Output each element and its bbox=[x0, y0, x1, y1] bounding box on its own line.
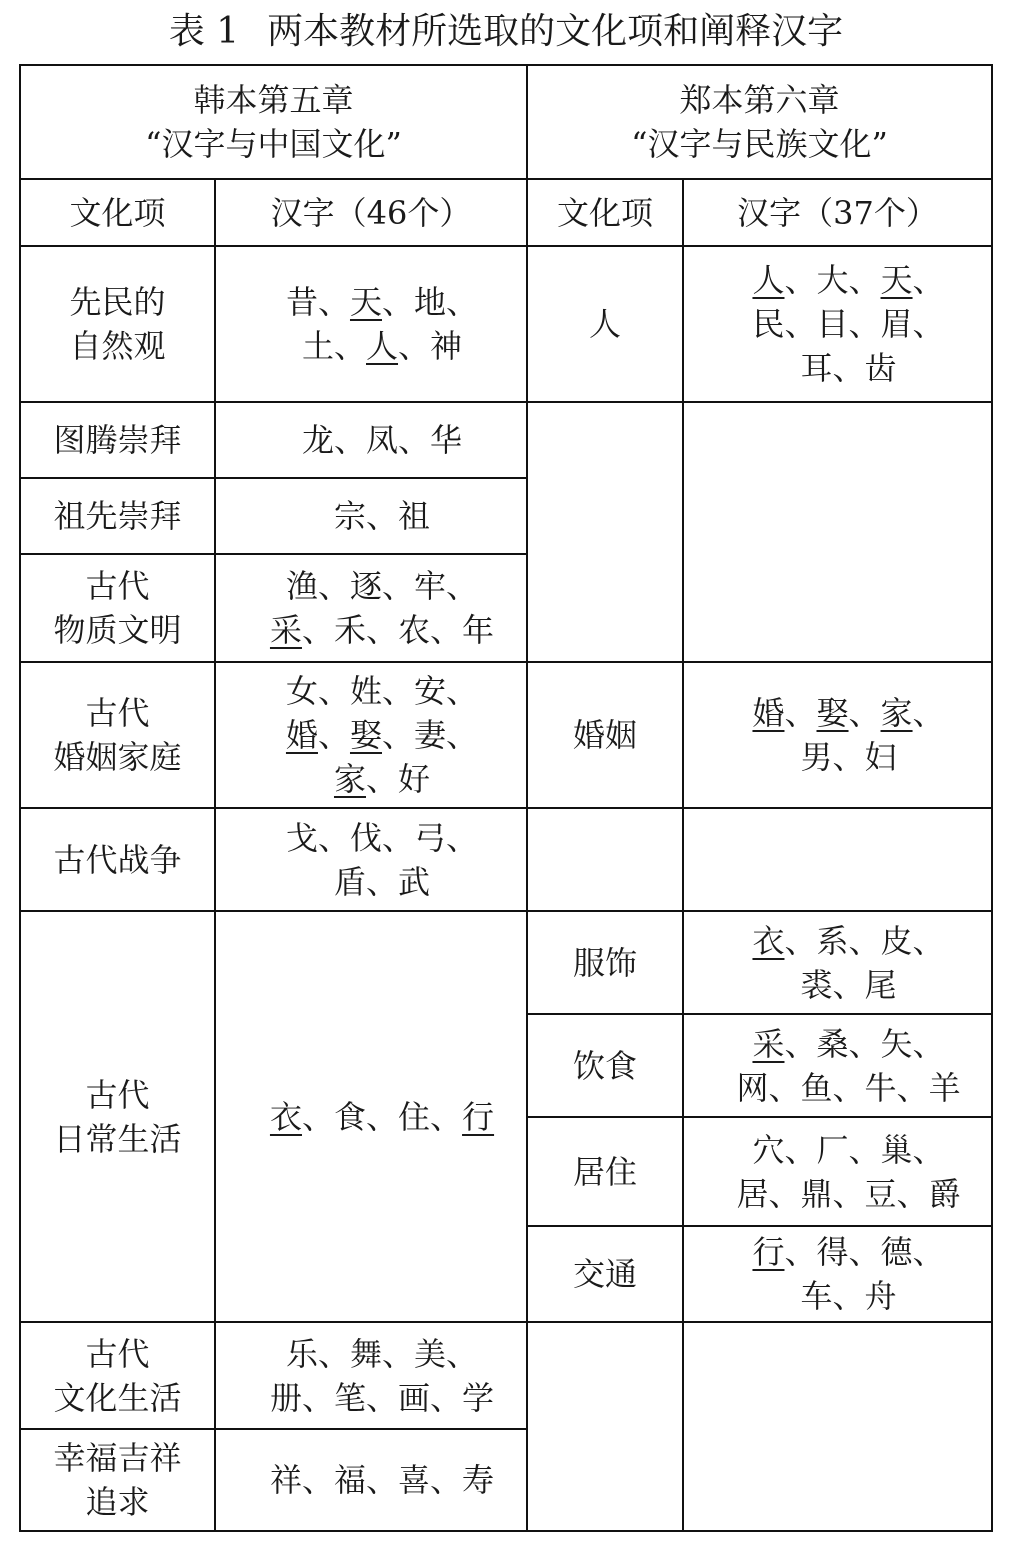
zheng-chars bbox=[683, 662, 992, 808]
han-item bbox=[20, 1429, 215, 1531]
char: 巢 bbox=[880, 1130, 913, 1169]
zheng-chars bbox=[683, 246, 992, 402]
char: 鱼 bbox=[800, 1068, 833, 1107]
underlined-char: 衣 bbox=[752, 921, 785, 960]
separator: 、 bbox=[446, 1334, 479, 1373]
han-chars bbox=[215, 1322, 527, 1429]
char-line bbox=[238, 1332, 526, 1376]
separator: 、 bbox=[382, 672, 415, 710]
underlined-char: 娶 bbox=[349, 716, 382, 754]
separator: 、 bbox=[848, 1024, 881, 1063]
underlined-char: 娶 bbox=[816, 694, 849, 732]
underlined-char: 人 bbox=[752, 261, 785, 299]
char: 牛 bbox=[864, 1068, 897, 1107]
culture-item-label: 居住 bbox=[573, 1152, 638, 1191]
separator: 、 bbox=[301, 1378, 334, 1417]
separator: 、 bbox=[430, 1461, 463, 1499]
culture-item-label: 婚姻家庭 bbox=[53, 738, 182, 776]
culture-item-label: 先民的 bbox=[69, 283, 166, 321]
separator: 、 bbox=[848, 261, 881, 299]
culture-chars-table bbox=[19, 64, 993, 1532]
char: 妻 bbox=[414, 716, 447, 754]
char: 民 bbox=[752, 305, 785, 343]
underlined-char: 采 bbox=[269, 611, 302, 649]
separator: 、 bbox=[896, 1068, 929, 1107]
culture-item-label: 人 bbox=[589, 305, 622, 343]
char: 禾 bbox=[333, 611, 366, 649]
separator: 、 bbox=[301, 611, 334, 649]
char: 食 bbox=[333, 1097, 366, 1136]
separator: 、 bbox=[912, 261, 945, 299]
char: 龙 bbox=[301, 421, 334, 459]
culture-item-label: 古代 bbox=[85, 694, 150, 732]
han-item bbox=[20, 402, 215, 478]
char-line bbox=[706, 1230, 991, 1274]
culture-item-label: 物质文明 bbox=[53, 611, 182, 649]
char: 伐 bbox=[349, 818, 382, 857]
zheng-empty-cell bbox=[527, 402, 683, 662]
separator: 、 bbox=[430, 1378, 463, 1417]
char: 神 bbox=[430, 327, 463, 365]
header-culture-item-zheng: 文化项 bbox=[527, 179, 683, 246]
underlined-char: 行 bbox=[752, 1233, 785, 1271]
char: 鼎 bbox=[800, 1174, 833, 1213]
char-line bbox=[706, 735, 991, 779]
culture-item-label: 饮食 bbox=[573, 1046, 638, 1085]
char: 渔 bbox=[285, 567, 318, 605]
separator: 、 bbox=[301, 1097, 334, 1136]
separator: 、 bbox=[366, 1378, 399, 1417]
char-line bbox=[238, 564, 526, 608]
separator: 、 bbox=[382, 716, 415, 754]
char: 年 bbox=[462, 611, 495, 649]
culture-item-label: 图腾崇拜 bbox=[53, 421, 182, 459]
separator: 、 bbox=[446, 672, 479, 710]
zheng-empty-cell bbox=[527, 1322, 683, 1531]
char: 居 bbox=[736, 1174, 769, 1213]
culture-item-label: 古代 bbox=[85, 567, 150, 605]
han-chars bbox=[215, 554, 527, 662]
separator: 、 bbox=[398, 421, 431, 459]
char: 册 bbox=[269, 1378, 302, 1417]
separator: 、 bbox=[896, 1174, 929, 1213]
separator: 、 bbox=[784, 694, 817, 732]
table-caption bbox=[0, 4, 1012, 60]
char: 喜 bbox=[398, 1461, 431, 1499]
separator: 、 bbox=[366, 862, 399, 901]
culture-item-label: 古代 bbox=[85, 1075, 150, 1114]
separator: 、 bbox=[317, 672, 350, 710]
zheng-empty-cell bbox=[683, 402, 992, 662]
char: 华 bbox=[430, 421, 463, 459]
char-line bbox=[706, 919, 991, 963]
zheng-item bbox=[527, 246, 683, 402]
char: 武 bbox=[398, 862, 431, 901]
underlined-char: 行 bbox=[462, 1097, 495, 1136]
separator: 、 bbox=[832, 965, 865, 1004]
han-item bbox=[20, 554, 215, 662]
separator: 、 bbox=[317, 283, 350, 321]
separator: 、 bbox=[784, 1130, 817, 1169]
culture-item-label: 文化生活 bbox=[53, 1378, 182, 1417]
char-line bbox=[238, 669, 526, 713]
header-han-chars: 汉字（46个） bbox=[215, 179, 527, 246]
header-culture-item-han: 文化项 bbox=[20, 179, 215, 246]
char: 土 bbox=[301, 327, 334, 365]
separator: 、 bbox=[832, 1174, 865, 1213]
han-chars bbox=[215, 662, 527, 808]
char: 地 bbox=[414, 283, 447, 321]
char: 祖 bbox=[398, 497, 431, 535]
char: 裘 bbox=[800, 965, 833, 1004]
separator: 、 bbox=[848, 921, 881, 960]
separator: 、 bbox=[912, 1233, 945, 1271]
char: 德 bbox=[880, 1233, 913, 1271]
han-item bbox=[20, 808, 215, 911]
char-line bbox=[238, 1376, 526, 1420]
char-line bbox=[706, 1066, 991, 1110]
header-zheng-book: 郑本第六章 “汉字与民族文化” bbox=[527, 65, 992, 179]
caption-title: 两本教材所选取的文化项和阐释汉字 bbox=[267, 11, 844, 52]
separator: 、 bbox=[784, 1233, 817, 1271]
char: 福 bbox=[333, 1461, 366, 1499]
separator: 、 bbox=[784, 261, 817, 299]
han-chars bbox=[215, 808, 527, 911]
header-row-columns bbox=[20, 179, 992, 246]
han-chars bbox=[215, 911, 527, 1322]
separator: 、 bbox=[446, 283, 479, 321]
char-line bbox=[238, 1458, 526, 1502]
separator: 、 bbox=[446, 818, 479, 857]
zheng-item bbox=[527, 662, 683, 808]
char-line bbox=[238, 860, 526, 904]
separator: 、 bbox=[333, 327, 366, 365]
han-item bbox=[20, 246, 215, 402]
han-chars bbox=[215, 1429, 527, 1531]
separator: 、 bbox=[366, 1461, 399, 1499]
underlined-char: 家 bbox=[880, 694, 913, 732]
han-chars bbox=[215, 478, 527, 554]
separator: 、 bbox=[832, 738, 865, 776]
header-zheng-chars: 汉字（37个） bbox=[683, 179, 992, 246]
char-line bbox=[706, 691, 991, 735]
culture-item-label: 服饰 bbox=[573, 943, 638, 982]
han-item bbox=[20, 1322, 215, 1429]
culture-item-label: 追求 bbox=[85, 1483, 150, 1521]
char-line bbox=[706, 1128, 991, 1172]
separator: 、 bbox=[317, 818, 350, 857]
separator: 、 bbox=[366, 1097, 399, 1136]
char: 农 bbox=[398, 611, 431, 649]
char: 寿 bbox=[462, 1461, 495, 1499]
underlined-char: 人 bbox=[366, 327, 399, 365]
zheng-chars bbox=[683, 911, 992, 1014]
char-line bbox=[706, 1172, 991, 1216]
culture-item-label: 祖先崇拜 bbox=[53, 497, 182, 535]
char-line bbox=[238, 713, 526, 757]
char: 网 bbox=[736, 1068, 769, 1107]
char: 姓 bbox=[349, 672, 382, 710]
char-line bbox=[238, 608, 526, 652]
header-han-book: 韩本第五章 “汉字与中国文化” bbox=[20, 65, 527, 179]
char-line bbox=[238, 324, 526, 368]
char: 弓 bbox=[414, 818, 447, 857]
separator: 、 bbox=[301, 1461, 334, 1499]
char-line bbox=[706, 302, 991, 346]
separator: 、 bbox=[784, 305, 817, 343]
char: 厂 bbox=[816, 1130, 849, 1169]
separator: 、 bbox=[366, 760, 399, 798]
zheng-item bbox=[527, 1014, 683, 1117]
underlined-char: 婚 bbox=[752, 694, 785, 732]
char: 耳 bbox=[800, 349, 833, 387]
separator: 、 bbox=[848, 1130, 881, 1169]
char: 羊 bbox=[928, 1068, 961, 1107]
zheng-item bbox=[527, 1117, 683, 1226]
char: 穴 bbox=[752, 1130, 785, 1169]
char: 好 bbox=[398, 760, 431, 798]
separator: 、 bbox=[912, 694, 945, 732]
char: 学 bbox=[462, 1378, 495, 1417]
separator: 、 bbox=[382, 567, 415, 605]
han-item bbox=[20, 478, 215, 554]
char: 大 bbox=[816, 261, 849, 299]
char: 盾 bbox=[333, 862, 366, 901]
char: 女 bbox=[285, 672, 318, 710]
separator: 、 bbox=[848, 305, 881, 343]
separator: 、 bbox=[912, 1024, 945, 1063]
separator: 、 bbox=[430, 1097, 463, 1136]
separator: 、 bbox=[784, 921, 817, 960]
char: 祥 bbox=[269, 1461, 302, 1499]
char: 眉 bbox=[880, 305, 913, 343]
zheng-chars bbox=[683, 1014, 992, 1117]
char-line bbox=[706, 346, 991, 390]
char-line bbox=[238, 1095, 526, 1139]
separator: 、 bbox=[768, 1068, 801, 1107]
char-line bbox=[238, 757, 526, 801]
char: 笔 bbox=[333, 1378, 366, 1417]
separator: 、 bbox=[912, 1130, 945, 1169]
separator: 、 bbox=[446, 716, 479, 754]
char: 桑 bbox=[816, 1024, 849, 1063]
zheng-empty-cell bbox=[527, 808, 683, 911]
zheng-item bbox=[527, 911, 683, 1014]
char: 妇 bbox=[864, 738, 897, 776]
separator: 、 bbox=[366, 497, 399, 535]
separator: 、 bbox=[382, 818, 415, 857]
culture-item-label: 自然观 bbox=[69, 327, 166, 365]
char: 车 bbox=[800, 1277, 833, 1315]
header-row-books bbox=[20, 65, 992, 179]
culture-item-label: 古代 bbox=[85, 1334, 150, 1373]
separator: 、 bbox=[317, 716, 350, 754]
char-line bbox=[238, 494, 526, 538]
char-line bbox=[238, 418, 526, 462]
char: 男 bbox=[800, 738, 833, 776]
char-line bbox=[238, 816, 526, 860]
char: 逐 bbox=[349, 567, 382, 605]
char: 戈 bbox=[285, 818, 318, 857]
zheng-chars bbox=[683, 1117, 992, 1226]
zheng-empty-cell bbox=[683, 1322, 992, 1531]
culture-item-label: 古代战争 bbox=[53, 840, 182, 879]
char: 乐 bbox=[285, 1334, 318, 1373]
separator: 、 bbox=[912, 921, 945, 960]
culture-item-label: 幸福吉祥 bbox=[53, 1439, 182, 1477]
separator: 、 bbox=[382, 283, 415, 321]
underlined-char: 婚 bbox=[285, 716, 318, 754]
separator: 、 bbox=[832, 349, 865, 387]
underlined-char: 天 bbox=[349, 283, 382, 321]
char: 牢 bbox=[414, 567, 447, 605]
culture-item-label: 日常生活 bbox=[53, 1119, 182, 1158]
han-item bbox=[20, 662, 215, 808]
char: 爵 bbox=[928, 1174, 961, 1213]
char: 齿 bbox=[864, 349, 897, 387]
char-line bbox=[706, 1274, 991, 1318]
separator: 、 bbox=[317, 567, 350, 605]
underlined-char: 衣 bbox=[269, 1097, 302, 1136]
underlined-char: 天 bbox=[880, 261, 913, 299]
separator: 、 bbox=[430, 611, 463, 649]
separator: 、 bbox=[446, 567, 479, 605]
char-line bbox=[706, 963, 991, 1007]
char: 尾 bbox=[864, 965, 897, 1004]
separator: 、 bbox=[768, 1174, 801, 1213]
caption-number: 表 1 bbox=[168, 11, 240, 52]
zheng-item bbox=[527, 1226, 683, 1322]
zheng-chars bbox=[683, 1226, 992, 1322]
han-chars bbox=[215, 246, 527, 402]
separator: 、 bbox=[832, 1277, 865, 1315]
char-line bbox=[706, 258, 991, 302]
separator: 、 bbox=[366, 611, 399, 649]
char: 舞 bbox=[349, 1334, 382, 1373]
char: 皮 bbox=[880, 921, 913, 960]
underlined-char: 采 bbox=[752, 1024, 785, 1063]
underlined-char: 家 bbox=[333, 760, 366, 798]
separator: 、 bbox=[784, 1024, 817, 1063]
separator: 、 bbox=[832, 1068, 865, 1107]
char: 凤 bbox=[366, 421, 399, 459]
char: 昔 bbox=[285, 283, 318, 321]
separator: 、 bbox=[848, 1233, 881, 1271]
char: 豆 bbox=[864, 1174, 897, 1213]
separator: 、 bbox=[912, 305, 945, 343]
char: 得 bbox=[816, 1233, 849, 1271]
char: 矢 bbox=[880, 1024, 913, 1063]
char: 舟 bbox=[864, 1277, 897, 1315]
char: 安 bbox=[414, 672, 447, 710]
char: 画 bbox=[398, 1378, 431, 1417]
char: 住 bbox=[398, 1097, 431, 1136]
han-chars bbox=[215, 402, 527, 478]
separator: 、 bbox=[382, 1334, 415, 1373]
char: 系 bbox=[816, 921, 849, 960]
culture-item-label: 交通 bbox=[573, 1255, 638, 1293]
separator: 、 bbox=[398, 327, 431, 365]
culture-item-label: 婚姻 bbox=[573, 716, 638, 754]
separator: 、 bbox=[317, 1334, 350, 1373]
separator: 、 bbox=[333, 421, 366, 459]
char-line bbox=[706, 1022, 991, 1066]
separator: 、 bbox=[848, 694, 881, 732]
char: 宗 bbox=[333, 497, 366, 535]
han-item bbox=[20, 911, 215, 1322]
zheng-empty-cell bbox=[683, 808, 992, 911]
char: 美 bbox=[414, 1334, 447, 1373]
char-line bbox=[238, 280, 526, 324]
char: 目 bbox=[816, 305, 849, 343]
